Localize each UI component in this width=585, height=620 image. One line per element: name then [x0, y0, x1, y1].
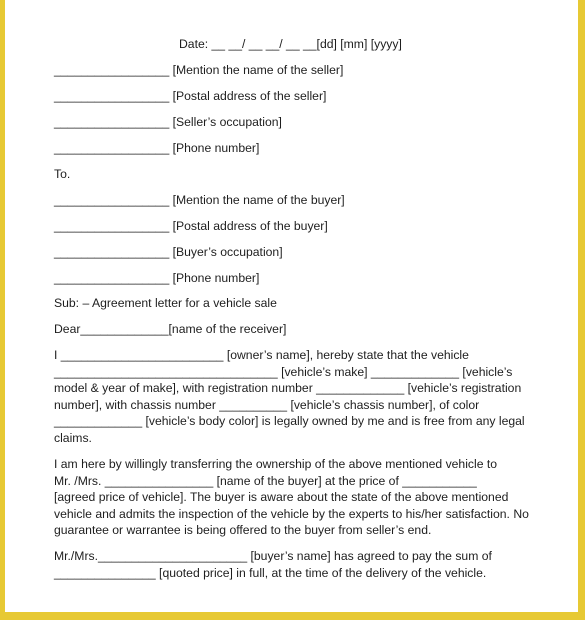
paragraph-line: claims. [54, 430, 92, 445]
buyer-phone-line: _________________ [Phone number] [54, 271, 260, 285]
buyer-address-line: _________________ [Postal address of the buyer] [54, 219, 328, 233]
date-line: Date: __ __/ __ __/ __ __[dd] [mm] [yyyy] [179, 37, 402, 51]
paragraph-line: Mr. /Mrs. ________________ [name of the buyer] at the price of ___________ [54, 473, 477, 488]
seller-occupation-line: _________________ [Seller’s occupation] [54, 115, 282, 129]
paragraph-line: guarantee or warrantee is being offered to the buyer from seller’s end. [54, 523, 432, 537]
seller-name-line: _________________ [Mention the name of the seller] [54, 63, 344, 77]
paragraph-line: [agreed price of vehicle]. The buyer is aware about the state of the above mentioned [54, 490, 509, 504]
paragraph-line: _____________ [vehicle’s body color] is legally owned by me and is free from any legal [54, 414, 525, 428]
buyer-name-line: _________________ [Mention the name of the buyer] [54, 193, 345, 207]
document-page [5, 0, 578, 612]
paragraph-line: number], with chassis number __________ [vehicle’s chassis number], of color [54, 397, 480, 412]
paragraph-line: model & year of make], with registration number _____________ [vehicle’s registration [54, 381, 522, 395]
paragraph-line: I ________________________ [owner’s name], hereby state that the vehicle [54, 348, 469, 362]
paragraph-line: Mr./Mrs.______________________ [buyer’s name] has agreed to pay the sum of [54, 549, 492, 563]
buyer-occupation-line: _________________ [Buyer’s occupation] [54, 245, 283, 259]
seller-phone-line: _________________ [Phone number] [54, 141, 260, 155]
subject-line: Sub: – Agreement letter for a vehicle sale [54, 296, 277, 310]
seller-address-line: _________________ [Postal address of the seller] [54, 89, 327, 103]
page-bottom-fade [5, 602, 578, 612]
paragraph-line: _______________ [quoted price] in full, at the time of the delivery of the vehicle. [54, 565, 487, 580]
ownership-paragraph [54, 347, 534, 446]
to-label: To. [54, 167, 71, 181]
payment-paragraph [54, 548, 534, 581]
paragraph-line: vehicle and admits the inspection of the vehicle by the experts to his/her satisfaction. No [54, 506, 529, 521]
transfer-paragraph [54, 456, 534, 539]
paragraph-line: _________________________________ [vehicle’s make] _____________ [vehicle’s [54, 364, 513, 379]
salutation: Dear_____________[name of the receiver] [54, 322, 287, 336]
paragraph-line: I am here by willingly transferring the ownership of the above mentioned vehicle to [54, 457, 498, 471]
